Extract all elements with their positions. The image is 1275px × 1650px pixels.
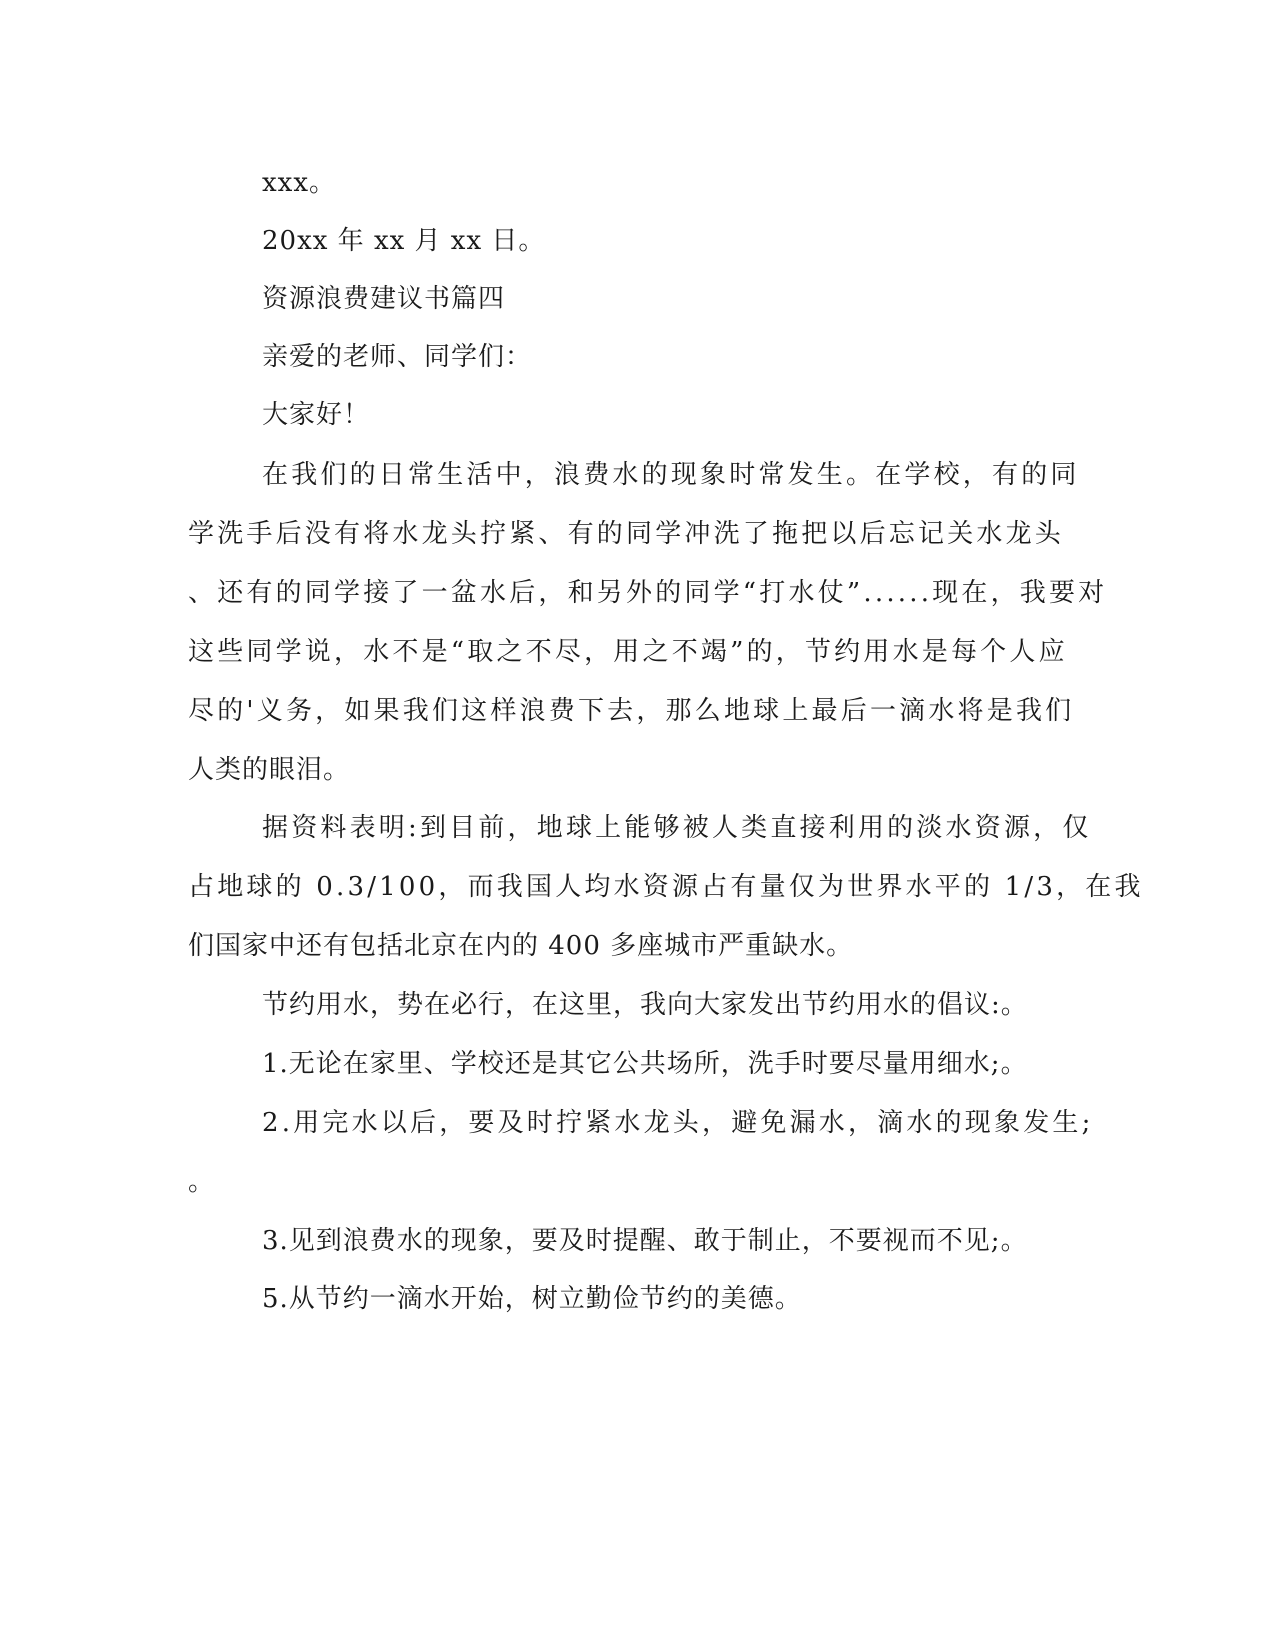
- paragraph-line: 据资料表明:到目前，地球上能够被人类直接利用的淡水资源，仅: [262, 813, 1092, 843]
- list-item: 5.从节约一滴水开始，树立勤俭节约的美德。: [262, 1284, 802, 1314]
- paragraph-line: 这些同学说，水不是“取之不尽，用之不竭”的，节约用水是每个人应: [188, 637, 1068, 667]
- paragraph-line: 们国家中还有包括北京在内的 400 多座城市严重缺水。: [188, 931, 854, 961]
- paragraph-line: 人类的眼泪。: [188, 755, 351, 785]
- paragraph-line: 尽的'义务，如果我们这样浪费下去，那么地球上最后一滴水将是我们: [188, 696, 1075, 726]
- list-item: 1.无论在家里、学校还是其它公共场所，洗手时要尽量用细水;。: [262, 1049, 1028, 1079]
- paragraph-line: 占地球的 0.3/100，而我国人均水资源占有量仅为世界水平的 1/3，在我: [188, 872, 1144, 902]
- paragraph-line: 、还有的同学接了一盆水后，和另外的同学“打水仗”......现在，我要对: [188, 578, 1108, 608]
- paragraph-line: 学洗手后没有将水龙头拧紧、有的同学冲洗了拖把以后忘记关水龙头: [188, 519, 1065, 549]
- list-item-continuation: 。: [188, 1167, 216, 1197]
- section-title: 资源浪费建议书篇四: [262, 284, 506, 314]
- list-item: 3.见到浪费水的现象，要及时提醒、敢于制止，不要视而不见;。: [262, 1226, 1028, 1256]
- paragraph-line: 在我们的日常生活中，浪费水的现象时常发生。在学校，有的同: [262, 460, 1080, 490]
- list-item: 2.用完水以后，要及时拧紧水龙头，避免漏水，滴水的现象发生;: [262, 1108, 1094, 1138]
- date-line: 20xx 年 xx 月 xx 日。: [262, 226, 546, 256]
- greeting: 大家好！: [262, 400, 371, 430]
- salutation: 亲爱的老师、同学们：: [262, 342, 533, 372]
- proposal-intro: 节约用水，势在必行，在这里，我向大家发出节约用水的倡议:。: [262, 990, 1028, 1020]
- signature: xxx。: [262, 168, 336, 198]
